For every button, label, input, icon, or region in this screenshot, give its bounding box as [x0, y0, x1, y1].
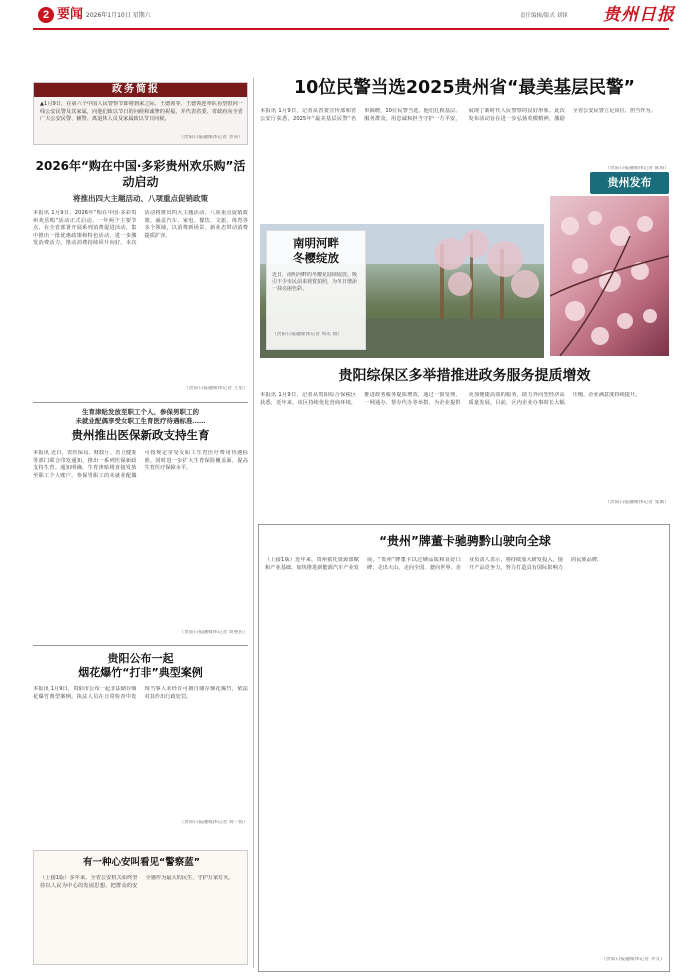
insurance-source: （贵阳日报融媒体记者 周惠民）	[179, 630, 248, 635]
divider	[33, 645, 248, 646]
police-source: （贵阳日报融媒体记者 陈海）	[605, 166, 669, 171]
brief-banner-title: 政务简报	[112, 84, 160, 95]
page-header	[0, 0, 700, 38]
insurance-kicker-2: 未就业配偶享受女职工生育医疗待遇标准……	[75, 417, 206, 425]
guizhou-release-label: 贵州发布	[607, 176, 652, 189]
insurance-title: 贵州推出医保新政支持生育	[71, 428, 210, 442]
freezone-article	[260, 364, 669, 514]
date-label: 2026年1月10日 星期六	[86, 12, 151, 19]
tobacco-source: （贵阳日报融媒体记者 刘一铭）	[179, 820, 248, 825]
shopping-subtitle: 将推出四大主题活动、八项重点促销政策	[73, 194, 208, 203]
shopping-body: 本报讯 1月9日，2026年“购在中国·多彩贵州欢乐购”活动正式启动。一年两个主要节点，在全省部署开展系列消费促进活动，集中推出一批优惠政策和特色活动，进一步激发消费活力，推动消费持续回升向好。本次活动将推出四大主题活动、八项重点促销政策，涵盖汽车、家电、餐饮、文旅、体育等多个领域，以消费新场景、新业态带动消费提质扩容。	[33, 210, 248, 247]
divider	[33, 402, 248, 403]
river-title-1: 南明河畔	[293, 236, 339, 250]
cherry-blossom-photo	[550, 196, 669, 356]
brand-logo: 贵州日报	[603, 5, 675, 25]
blossom-illustration	[550, 196, 669, 356]
column-rule	[253, 78, 254, 968]
tobacco-article	[33, 648, 248, 833]
freezone-title: 贵阳综保区多举措推进政务服务提质增效	[338, 368, 591, 384]
brief-source: （贵阳日报融媒体记者 李涛）	[179, 135, 243, 140]
header-rule	[33, 28, 669, 30]
river-title-2: 冬樱绽放	[293, 251, 339, 265]
brief-box	[33, 82, 248, 145]
shopping-title: 2026年“购在中国·多彩贵州欢乐购”活动启动	[35, 159, 246, 189]
tobacco-body: 本报讯 1月9日，贵阳市公布一起非法储存烟花爆竹典型案例。执法人员在日常检查中发现当事人未经许可擅自储存烟花爆竹，依法对其作出行政处罚。	[33, 686, 248, 700]
brand-body: （上接1版）近年来，贵州依托资源禀赋和产业基础，加快推进新能源汽车产业发展，“贵州”牌董卡以过硬品质和良好口碑，走出大山、走向全国、驶向世界。企业负责人表示，将持续加大研发投入，提升产品竞争力，努力打造具有国际影响力的民族品牌。	[265, 557, 603, 571]
river-source: （贵阳日报融媒体记者 周永 摄）	[272, 332, 343, 337]
freezone-body: 本报讯 1月9日，记者从贵阳综合保税区获悉，近年来，该区持续优化营商环境，推进政务服务提质增效，通过一窗受理、一网通办、帮办代办等举措，为企业提供更加便捷高效的服务，助力外向型经济高质量发展。目前，区内企业办事时长大幅压缩，企业满意度持续提升。	[260, 392, 641, 406]
tobacco-title-2: 烟花爆竹“打非”典型案例	[78, 666, 203, 679]
river-caption: 近日，南明河畔的冬樱花陆续绽放，吸引不少市民前来观赏拍照，为冬日增添一抹亮丽色彩。	[272, 272, 358, 292]
cop-story-box	[33, 850, 248, 965]
freezone-source: （贵阳日报融媒体记者 张翼）	[605, 500, 669, 505]
tobacco-title-1: 贵阳公布一起	[107, 652, 174, 665]
editors-label: 责任编辑/版式 刘锋	[520, 13, 568, 19]
insurance-body: 本报讯 近日，省医保局、财政厅、省卫健委等部门联合印发通知，推出一系列医保新政支持生育。通知明确，生育津贴将直接发放至职工个人账户，参保男职工的未就业配偶可按规定享受女职工生育医疗费用待遇标准，同时进一步扩大生育保险覆盖面，提高生育医疗保障水平。	[33, 450, 248, 479]
guizhou-release-tag	[590, 172, 669, 194]
brand-source: （贵阳日报融媒体记者 李文）	[601, 957, 665, 962]
brand-article-box	[258, 524, 670, 972]
shopping-article	[33, 150, 248, 396]
river-photo	[260, 224, 544, 358]
police-title: 10位民警当选2025贵州省“最美基层民警”	[293, 78, 636, 98]
cop-story-body: （上接1版）多年来，全省公安机关始终坚持以人民为中心的发展思想，把群众的安全感作为最大的民生，守护万家灯火。	[40, 875, 234, 889]
insurance-kicker-1: 生育津贴发放至职工个人、参保男职工的	[82, 408, 199, 416]
cop-story-title: 有一种心安叫看见“警察蓝”	[83, 857, 200, 868]
brief-body: ▲1月9日，在第六个中国人民警察节即将到来之际，王德领等、王德领连率队看望慰问一线公安民警及其家属，向他们致以节日的问候和诚挚的祝福，并代表省委、省政府向全省广大公安民警、辅警、离退休人员及家属致以节日问候。	[40, 101, 243, 123]
insurance-article	[33, 404, 248, 644]
section-label: 要闻	[57, 7, 84, 22]
shopping-source: （贵阳日报融媒体记者 王星）	[184, 386, 248, 391]
police-body: 本报讯 1月9日，记者从省委宣传部和省公安厅获悉，2025年“最美基层民警”名单揭晓，10位民警当选。他们扎根基层、服务群众，用忠诚和担当守护一方平安，展现了新时代人民警察的良好形象。此次发布活动旨在进一步弘扬英模精神，激励全省公安民警立足岗位、担当作为。	[260, 108, 656, 122]
page-number-badge: 2	[38, 7, 54, 23]
brand-title: “贵州”牌董卡驰骋黔山驶向全球	[379, 534, 551, 548]
